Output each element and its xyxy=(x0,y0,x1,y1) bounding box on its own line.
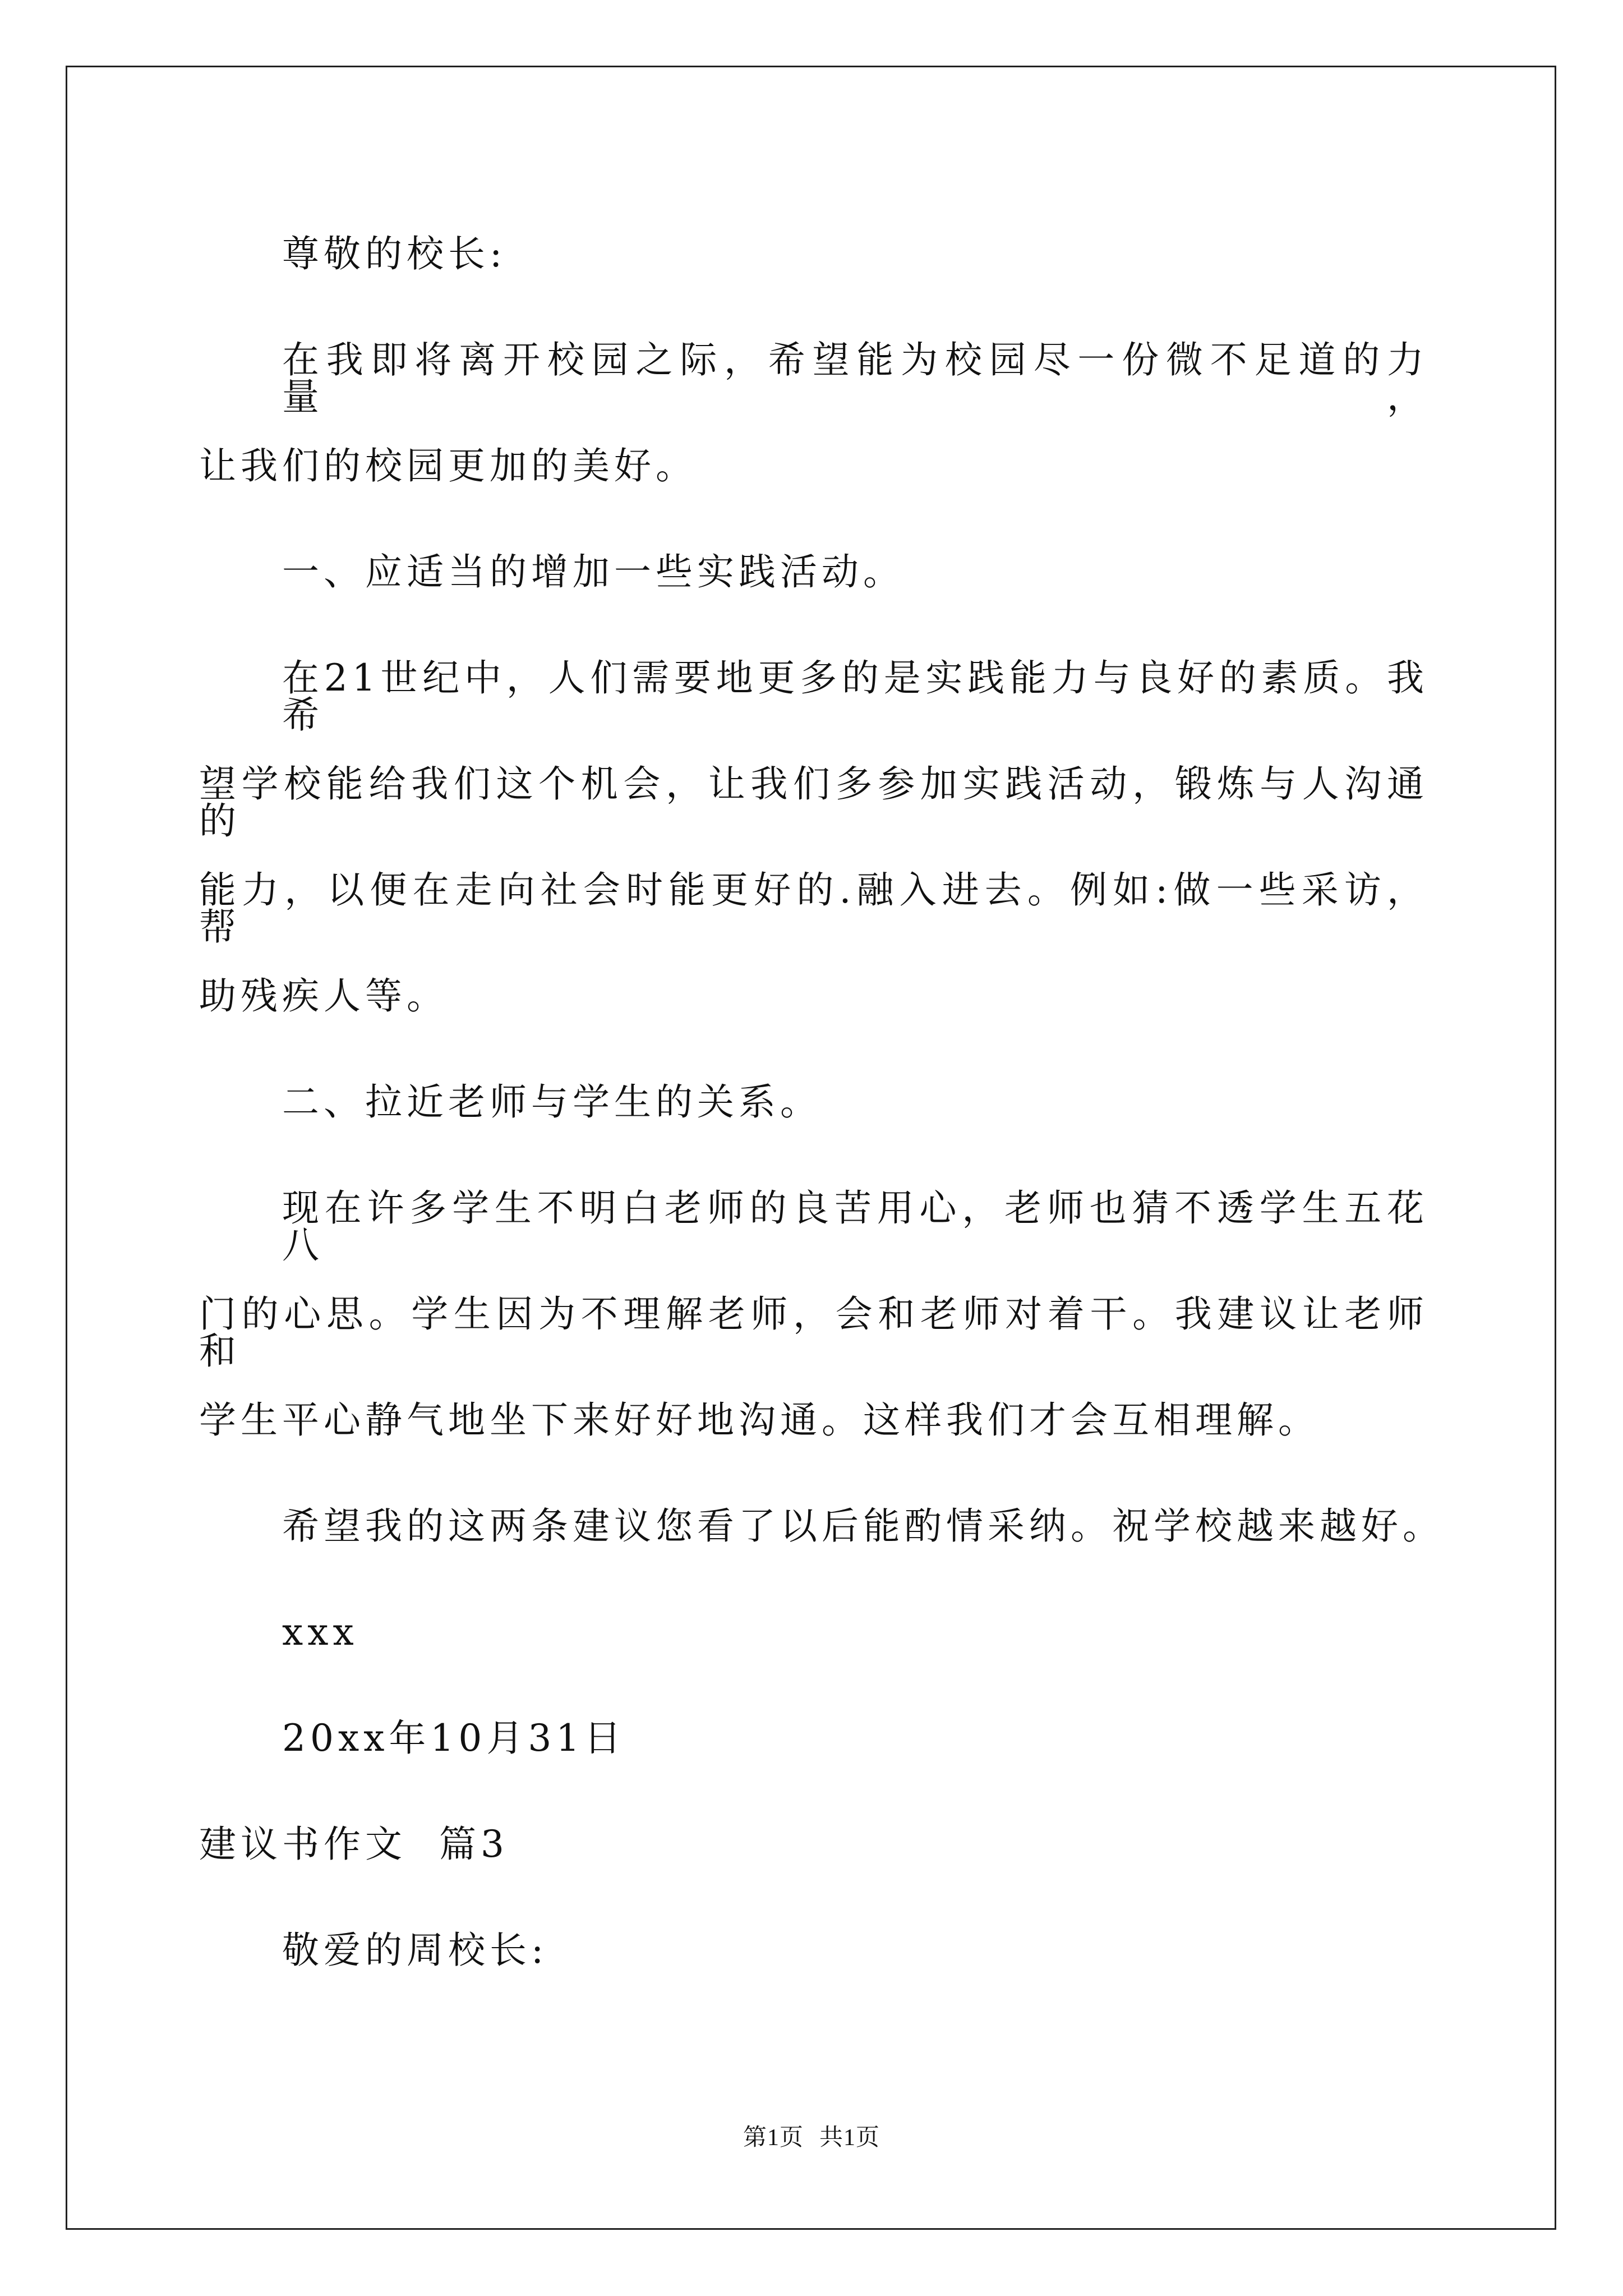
signature: xxx xyxy=(282,1611,358,1654)
paragraph-line: 望学校能给我们这个机会，让我们多参加实践活动，锻炼与人沟通的 xyxy=(199,762,1428,843)
page-footer xyxy=(0,2126,1623,2150)
paragraph-line: 现在许多学生不明白老师的良苦用心，老师也猜不透学生五花八 xyxy=(282,1186,1428,1267)
salutation: 尊敬的校长: xyxy=(282,232,507,275)
paragraph-line: 能力，以便在走向社会时能更好的.融入进去。例如:做一些采访，帮 xyxy=(199,868,1428,949)
section-heading: 一、应适当的增加一些实践活动。 xyxy=(282,550,905,593)
paragraph-line: 在21世纪中，人们需要地更多的是实践能力与良好的素质。我希 xyxy=(282,656,1428,737)
paragraph-line: 学生平心静气地坐下来好好地沟通。这样我们才会互相理解。 xyxy=(199,1398,1320,1442)
page-total: 共1页 xyxy=(819,2125,880,2151)
paragraph-line: 让我们的校园更加的美好。 xyxy=(199,444,697,487)
closing-line: 希望我的这两条建议您看了以后能酌情采纳。祝学校越来越好。 xyxy=(282,1504,1444,1548)
article-title: 建议书作文 篇3 xyxy=(199,1823,509,1866)
paragraph-line: 在我即将离开校园之际，希望能为校园尽一份微不足道的力量， xyxy=(282,338,1428,418)
section-heading: 二、拉近老师与学生的关系。 xyxy=(282,1080,822,1124)
page-number: 第1页 xyxy=(743,2125,804,2151)
paragraph-line: 助残疾人等。 xyxy=(199,974,448,1018)
salutation: 敬爱的周校长: xyxy=(282,1929,548,1972)
paragraph-line: 门的心思。学生因为不理解老师，会和老师对着干。我建议让老师和 xyxy=(199,1292,1428,1373)
date: 20xx年10月31日 xyxy=(282,1717,626,1760)
